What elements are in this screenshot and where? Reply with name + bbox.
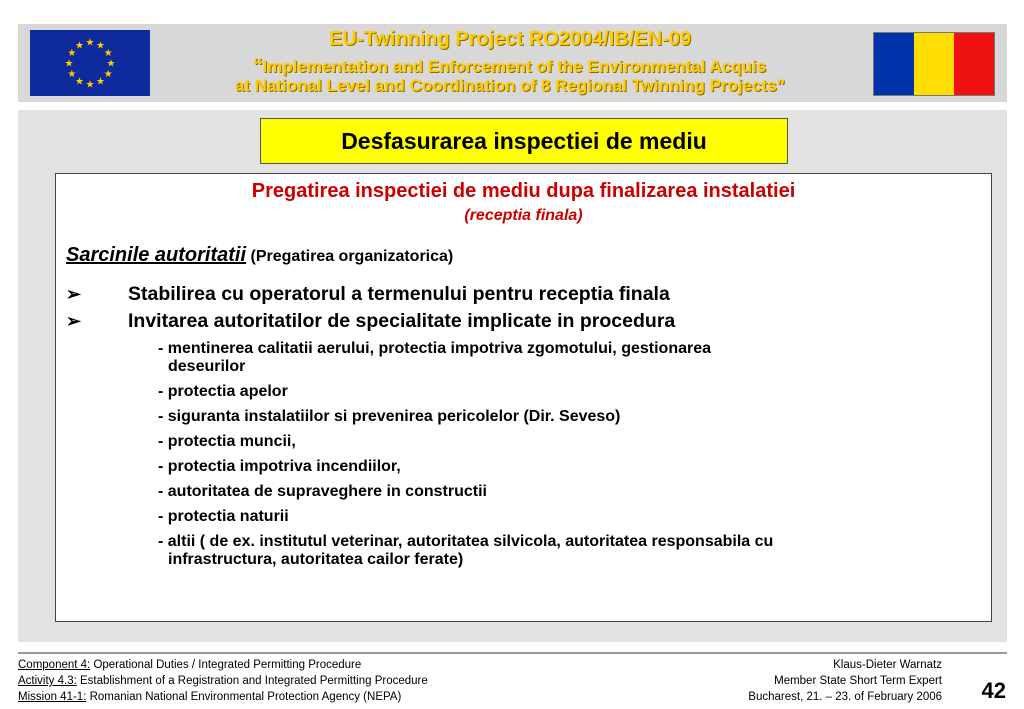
authority-item-text: - protectia naturii: [158, 508, 289, 525]
eu-star-icon: ★: [103, 69, 113, 80]
footer-activity-label: Activity 4.3:: [18, 675, 77, 687]
authority-item-text: - mentinerea calitatii aerului, protectia impotriva zgomotului, gestionarea: [158, 340, 712, 357]
task-heading: [66, 244, 453, 267]
eu-star-icon: ★: [85, 37, 95, 49]
slide-title-text: Desfasurarea inspectiei de mediu: [341, 127, 707, 154]
bullet-text: Invitarea autoritatilor de specialitate implicate in procedura: [128, 310, 676, 332]
slide-title: [260, 118, 788, 164]
authority-list: [158, 340, 978, 576]
authority-item-cont: infrastructura, autoritatea cailor ferate): [168, 551, 464, 568]
bullet-list: [66, 282, 966, 336]
authority-item-cont: deseurilor: [168, 358, 246, 375]
authority-item: [158, 533, 978, 569]
footer-author: Klaus-Dieter Warnatz: [833, 659, 942, 671]
ro-flag-yellow: [914, 33, 954, 95]
authority-item-text: - altii ( de ex. institutul veterinar, autoritatea silvicola, autoritatea responsabila cu: [158, 533, 774, 550]
eu-star-icon: ★: [103, 48, 113, 59]
section-subtitle: Pregatirea inspectiei de mediu dupa finalizarea instalatiei: [251, 180, 796, 202]
eu-star-icon: ★: [64, 58, 74, 70]
eu-star-icon: ★: [75, 40, 84, 52]
project-title: EU-Twinning Project RO2004/IB/EN-09: [329, 28, 691, 50]
authority-item: [158, 483, 978, 501]
footer-mission-text: Romanian National Environmental Protection Agency (NEPA): [86, 691, 402, 703]
footer-role: Member State Short Term Expert: [774, 675, 942, 687]
footer-left: [18, 657, 428, 705]
authority-item-text: - protectia impotriva incendiilor,: [158, 458, 401, 475]
footer-mission-label: Mission 41-1:: [18, 691, 87, 703]
section-subtitle-note: (receptia finala): [464, 207, 583, 224]
bullet-item: [66, 282, 966, 309]
authority-item: [158, 340, 978, 376]
footer-component-label: Component 4:: [18, 659, 91, 671]
task-heading-note: (Pregatirea organizatorica): [250, 248, 454, 265]
footer-activity: [18, 673, 428, 689]
footer-right: [748, 657, 942, 705]
authority-item: [158, 458, 978, 476]
eu-flag-icon: [30, 30, 150, 96]
main-content-box: [55, 173, 992, 622]
bullet-text: Stabilirea cu operatorul a termenului pentru receptia finala: [128, 283, 670, 305]
authority-item-text: - siguranta instalatiilor si prevenirea pericolelor (Dir. Seveso): [158, 408, 621, 425]
project-subtitle-text: Implementation and Enforcement of the Environmental Acquis: [262, 57, 767, 76]
footer-activity-text: Establishment of a Registration and Integrated Permitting Procedure: [76, 675, 428, 687]
footer-date: Bucharest, 21. – 23. of February 2006: [748, 691, 942, 703]
footer-component-text: Operational Duties / Integrated Permitting Procedure: [90, 659, 362, 671]
page-number: 42: [981, 678, 1006, 703]
authority-item-text: - protectia apelor: [158, 383, 288, 400]
eu-star-icon: ★: [106, 58, 116, 70]
romania-flag-icon: [873, 32, 995, 96]
arrow-bullet-icon: ➢: [66, 284, 82, 304]
eu-star-icon: ★: [85, 79, 95, 91]
ro-flag-red: [954, 33, 994, 95]
authority-item-text: - autoritatea de supraveghere in constructii: [158, 483, 487, 500]
authority-item: [158, 433, 978, 451]
footer-mission: [18, 689, 428, 705]
footer-divider: [18, 652, 1007, 654]
authority-item: [158, 383, 978, 401]
arrow-bullet-icon: ➢: [66, 311, 82, 331]
eu-star-icon: ★: [67, 69, 77, 80]
eu-star-icon: ★: [96, 40, 105, 52]
eu-star-icon: ★: [96, 76, 105, 88]
bullet-item: [66, 309, 966, 336]
authority-item-text: - protectia muncii,: [158, 433, 296, 450]
task-heading-main: Sarcinile autoritatii: [66, 244, 247, 266]
authority-item: [158, 508, 978, 526]
eu-star-icon: ★: [67, 48, 77, 59]
project-subtitle-line2: at National Level and Coordination of 8 Regional Twinning Projects”: [234, 76, 786, 95]
ro-flag-blue: [874, 33, 914, 95]
authority-item: [158, 408, 978, 426]
footer-component: [18, 657, 428, 673]
open-quote: “: [253, 52, 263, 82]
eu-star-icon: ★: [75, 76, 84, 88]
